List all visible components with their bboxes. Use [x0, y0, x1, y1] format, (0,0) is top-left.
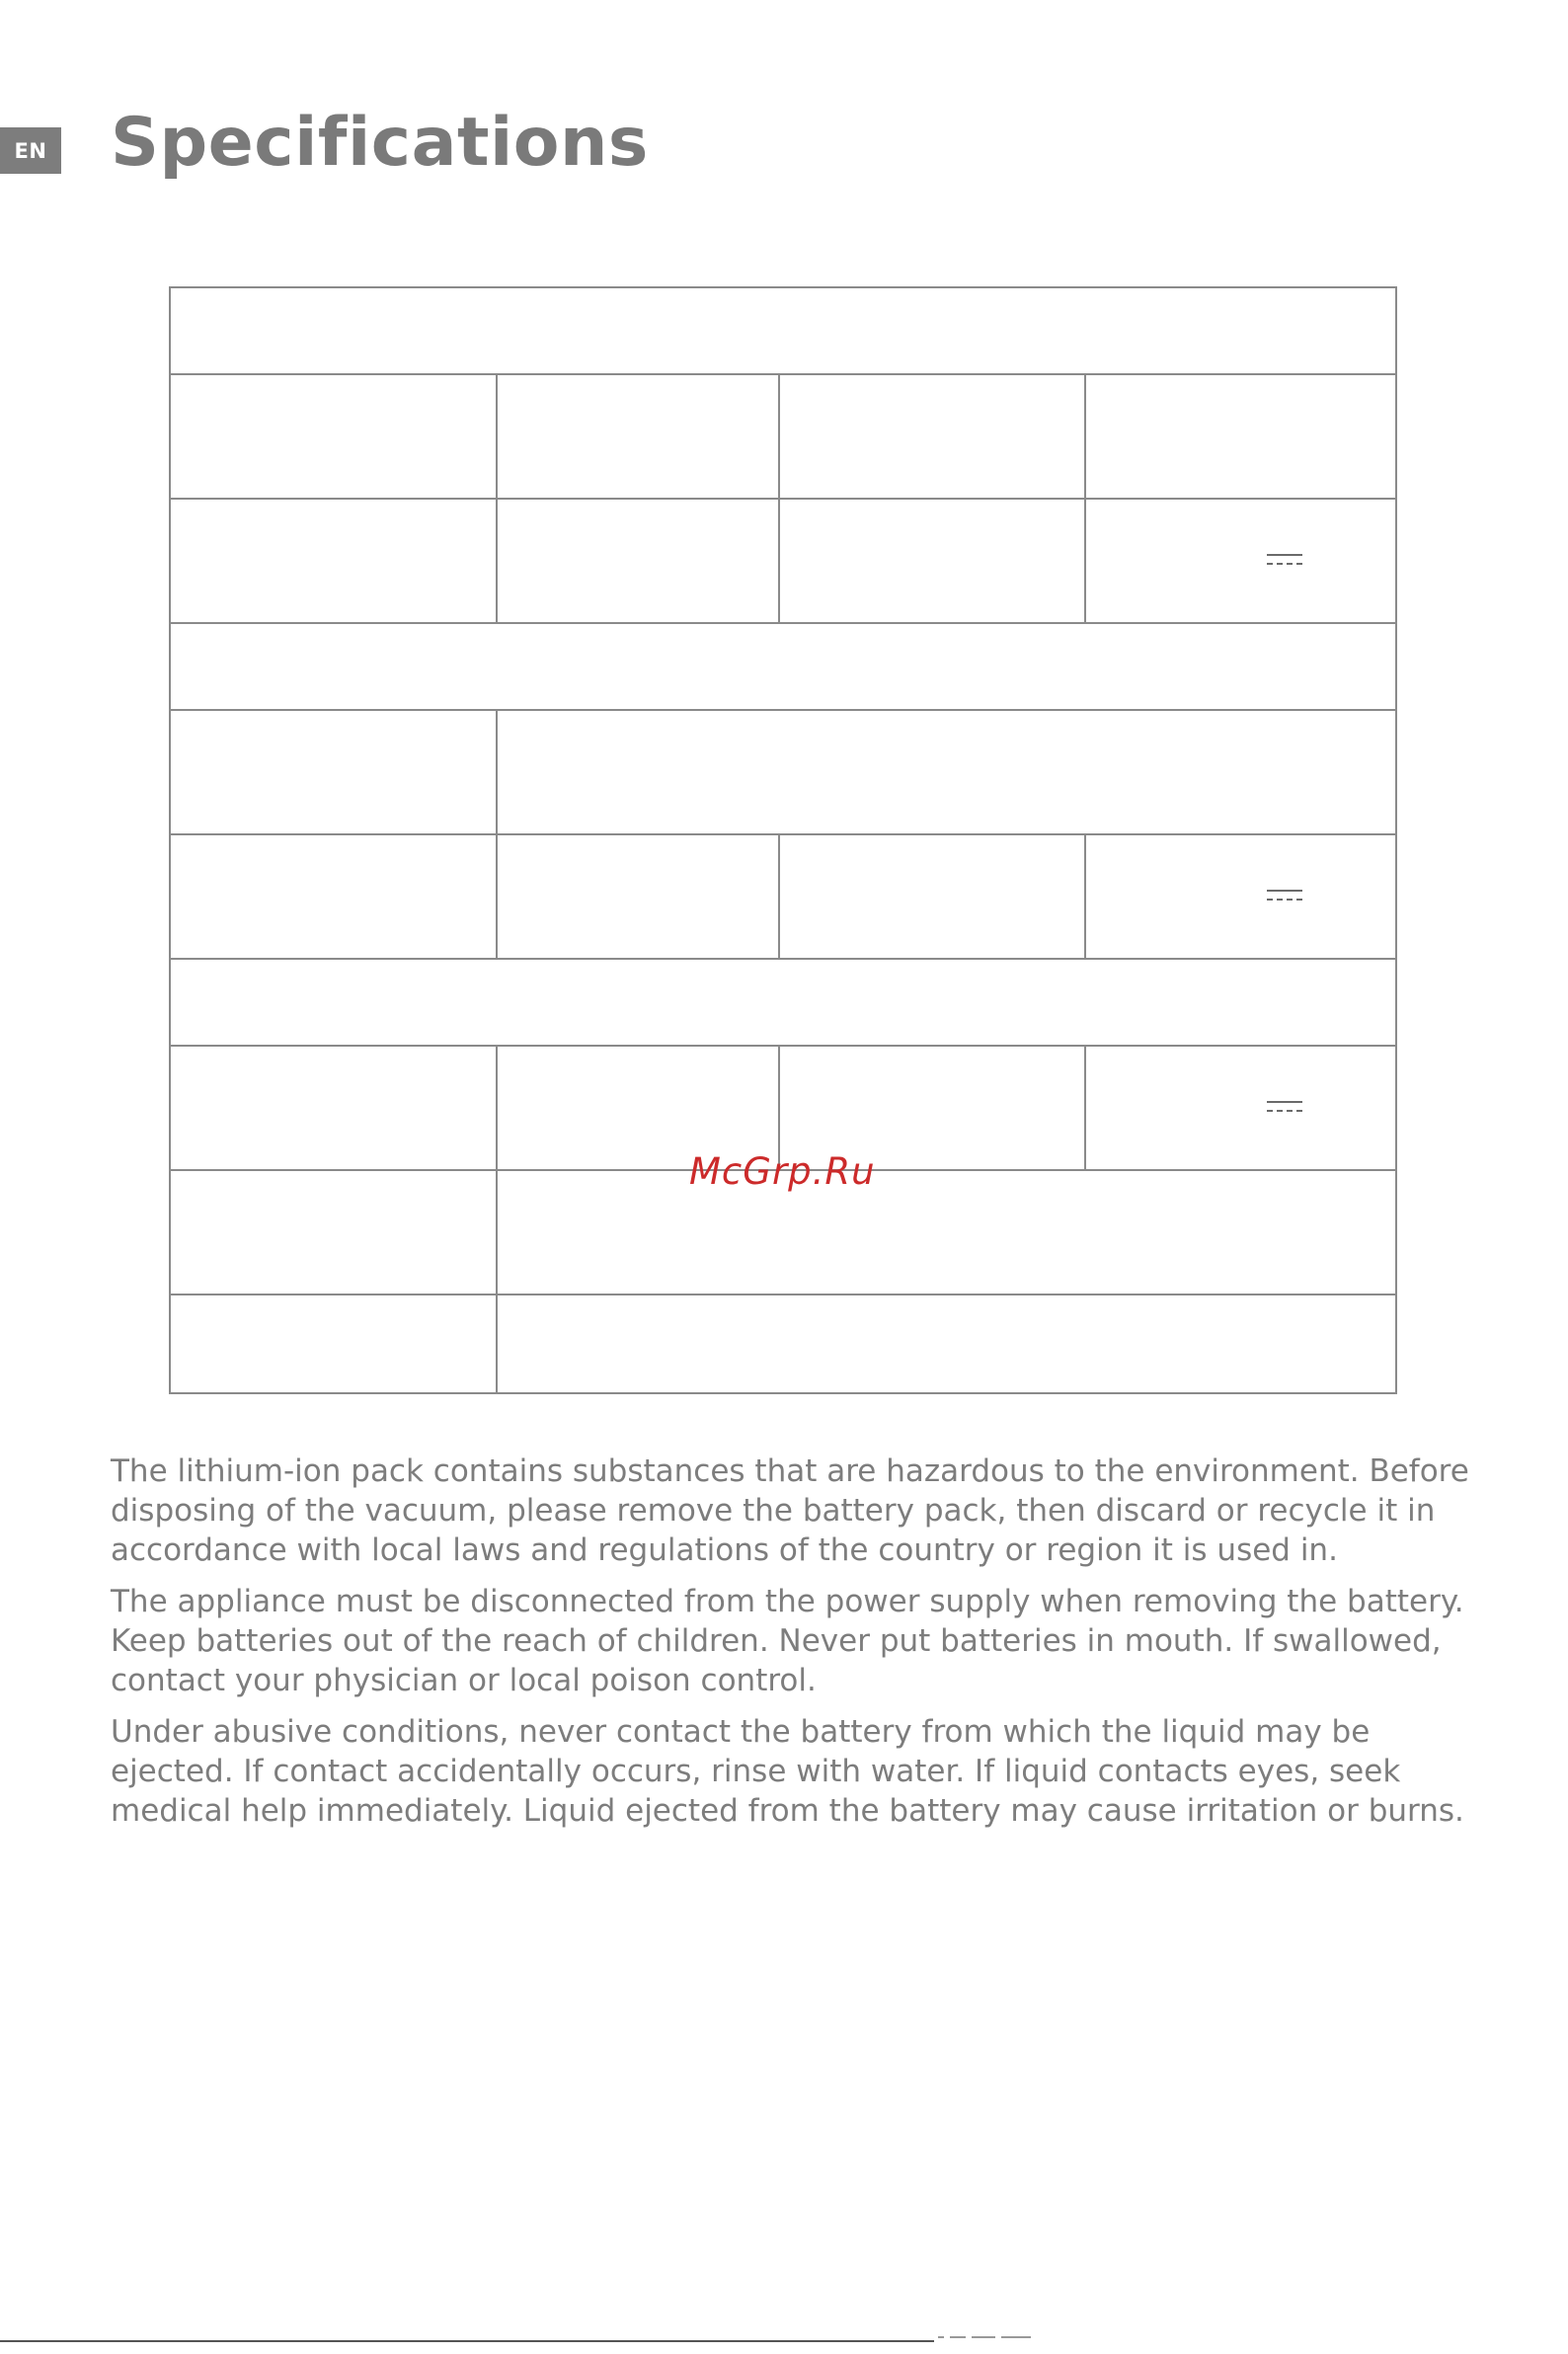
- table-cell: [1085, 374, 1396, 499]
- table-cell: [497, 834, 779, 959]
- table-cell: [1085, 1046, 1396, 1170]
- table-cell: [170, 1295, 497, 1393]
- table-section-header: [170, 287, 1396, 374]
- table-cell: [170, 959, 1396, 1046]
- table-section-header: [170, 959, 1396, 1046]
- specifications-table: [169, 286, 1397, 1394]
- watermark: McGrp.Ru: [689, 1150, 876, 1193]
- table-row: [170, 834, 1396, 959]
- footer-rule: [0, 2340, 934, 2342]
- table-row: [170, 374, 1396, 499]
- note-paragraph: Under abusive conditions, never contact the battery from which the liquid may be ejected. If contact accidentally occurs, rinse with water. If liquid contacts eyes, seek medical help immediately. Liquid ejected from the battery may cause irritation or burns.: [111, 1714, 1464, 1829]
- table-cell: [779, 374, 1085, 499]
- footer-marks: [938, 2336, 1057, 2342]
- table-section-header: [170, 623, 1396, 710]
- table-cell: [170, 834, 497, 959]
- table-cell: [779, 499, 1085, 623]
- table-cell: [1085, 499, 1396, 623]
- direct-current-icon: [1267, 554, 1302, 568]
- table-row: [170, 710, 1396, 834]
- table-row: [170, 1295, 1396, 1393]
- table-cell: [170, 710, 497, 834]
- battery-safety-notes: [111, 1452, 1473, 1843]
- table-cell: [497, 710, 1396, 834]
- note-paragraph: The appliance must be disconnected from the power supply when removing the battery. Keep batteries out of the reach of children. Never put batteries in mouth. If swallowed, contact your physician or local poison control.: [111, 1584, 1464, 1698]
- language-tab: EN: [0, 127, 61, 174]
- table-cell: [170, 1046, 497, 1170]
- table-cell: [170, 499, 497, 623]
- table-cell: [170, 374, 497, 499]
- direct-current-icon: [1267, 1101, 1302, 1115]
- table-cell: [497, 499, 779, 623]
- table-cell: [1085, 834, 1396, 959]
- table-cell: [170, 623, 1396, 710]
- table-cell: [497, 374, 779, 499]
- table-cell: [170, 1170, 497, 1295]
- table-cell: [497, 1170, 1396, 1295]
- note-paragraph: The lithium-ion pack contains substances that are hazardous to the environment. Before disposing of the vacuum, please remove the battery pack, then discard or recycle it in accordance with local laws and regulations of the country or region it is used in.: [111, 1453, 1469, 1568]
- table-cell: [170, 287, 1396, 374]
- table-row: [170, 499, 1396, 623]
- direct-current-icon: [1267, 890, 1302, 903]
- page-title: Specifications: [111, 104, 649, 182]
- table-cell: [497, 1295, 1396, 1393]
- table-cell: [779, 834, 1085, 959]
